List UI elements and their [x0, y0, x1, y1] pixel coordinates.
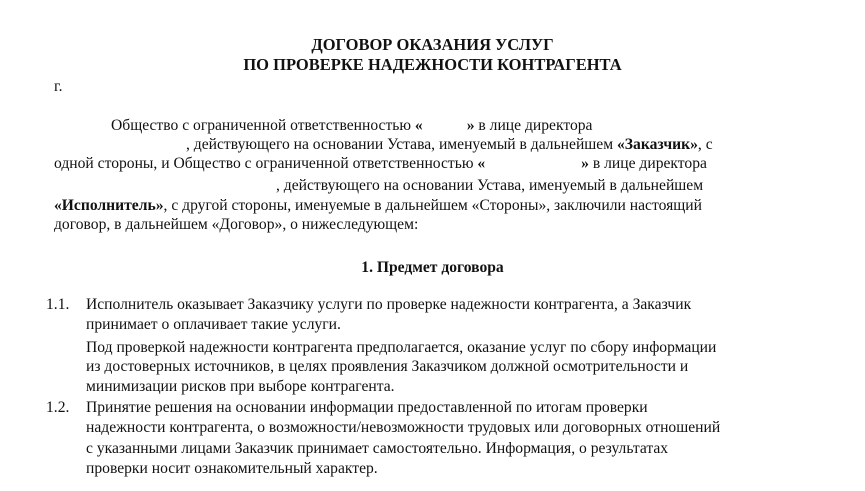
section-heading: 1. Предмет договора — [361, 259, 504, 276]
clause-1-2-line-3: с указанными лицами Заказчик принимает самостоятельно. Информация, о результатах — [86, 440, 669, 457]
clause-1-1-line-4: из достоверных источников, в целях проявления Заказчиком должной осмотрительности и — [86, 358, 689, 375]
clause-1-1-line-5: минимизации рисков при выборе контрагента. — [86, 378, 395, 395]
preamble-line-5: «Исполнитель», с другой стороны, именуемые в дальнейшем «Стороны», заключили настоящий — [54, 197, 702, 214]
clause-1-2-line-2: надежности контрагента, о возможности/невозможности трудовых или договорных отношений — [86, 419, 721, 436]
clause-1-1-line-2: принимает о оплачивает такие услуги. — [86, 316, 341, 333]
document-subtitle: ПО ПРОВЕРКЕ НАДЕЖНОСТИ КОНТРАГЕНТА — [243, 55, 622, 74]
preamble-line-3: одной стороны, и Общество с ограниченной ответственностью « » в лице директора — [54, 155, 707, 172]
clause-number: 1.2. — [46, 399, 70, 416]
preamble-line-2: , действующего на основании Устава, именуемый в дальнейшем «Заказчик», с — [186, 136, 713, 153]
clause-number: 1.1. — [46, 296, 70, 313]
clause-1-1-line-1: Исполнитель оказывает Заказчику услуги по проверке надежности контрагента, а Заказчик — [86, 296, 692, 313]
clause-1-2-line-4: проверки носит ознакомительный характер. — [86, 460, 378, 477]
preamble-line-6: договор, в дальнейшем «Договор», о нижеследующем: — [54, 216, 419, 233]
clause-1-2-line-1: Принятие решения на основании информации предоставленной по итогам проверки — [86, 399, 648, 416]
preamble-line-1: Общество с ограниченной ответственностью « » в лице директора — [111, 117, 593, 134]
clause-1-1-line-3: Под проверкой надежности контрагента предполагается, оказание услуг по сбору информации — [86, 339, 717, 356]
document-title: ДОГОВОР ОКАЗАНИЯ УСЛУГ — [311, 35, 554, 54]
preamble-line-4: , действующего на основании Устава, именуемый в дальнейшем — [276, 177, 704, 194]
city-label: г. — [54, 78, 63, 95]
